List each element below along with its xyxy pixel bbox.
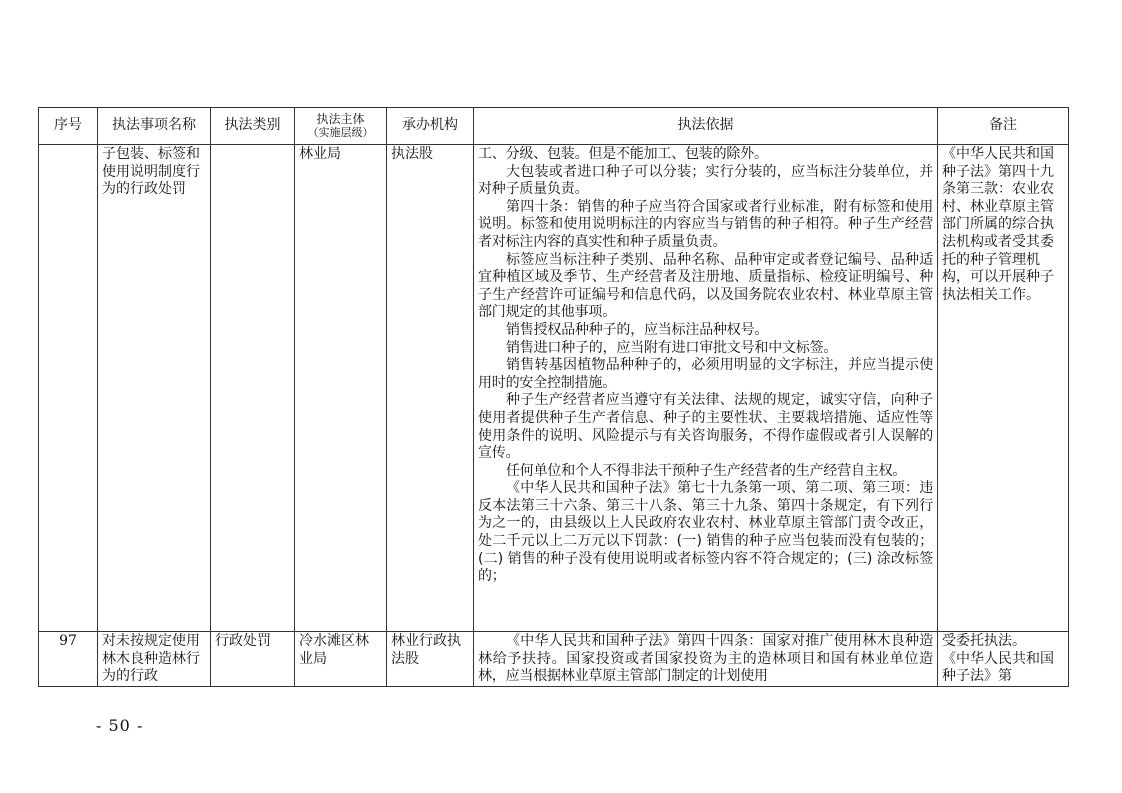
table-row [39, 145, 1069, 632]
header-row [39, 108, 1069, 145]
basis-paragraph: 销售进口种子的，应当附有进口审批文号和中文标签。 [506, 339, 838, 356]
header-agency: 承办机构 [387, 108, 474, 145]
basis-paragraph: 任何单位和个人不得非法干预种子生产经营者的生产经营自主权。 [506, 462, 907, 479]
basis-paragraph: 第四十条：销售的种子应当符合国家或者行业标准，附有标签和使用说明。标签和使用说明标注的内容应当与销售的种子相符。种子生产经营者对标注内容的真实性和种子质量负责。 [478, 198, 933, 250]
cell-basis [474, 145, 938, 632]
header-category: 执法类别 [211, 108, 295, 145]
cell-subject: 冷水滩区林业局 [295, 632, 387, 687]
header-subject-sub: （实施层级） [307, 126, 374, 139]
basis-paragraph: 《中华人民共和国种子法》第四十四条：国家对推广使用林木良种造林给予扶持。国家投资或者国家投资为主的造林项目和国有林业单位造林，应当根据林业草原主管部门制定的计划使用 [478, 633, 933, 685]
cell-remark-text: 受委托执法。 《中华人民共和国种子法》第 [942, 633, 1054, 685]
cell-item-name-text: 对未按规定使用林木良种造林行为的行政 [102, 633, 200, 685]
cell-remark [938, 632, 1069, 687]
basis-paragraph: 大包装或者进口种子可以分装；实行分装的，应当标注分装单位，并对种子质量负责。 [478, 163, 933, 198]
basis-paragraph: 工、分级、包装。但是不能加工、包装的除外。 [478, 146, 768, 162]
cell-agency: 林业行政执法股 [387, 632, 474, 687]
header-remark: 备注 [938, 108, 1069, 145]
cell-category [211, 145, 295, 632]
basis-paragraph: 销售授权品种种子的，应当标注品种权号。 [506, 321, 769, 338]
header-basis: 执法依据 [474, 108, 938, 145]
cell-item-name: 子包装、标签和使用说明制度行为的行政处罚 [98, 145, 211, 632]
cell-category: 行政处罚 [211, 632, 295, 687]
basis-paragraph: 种子生产经营者应当遵守有关法律、法规的规定，诚实守信，向种子使用者提供种子生产者信息、种子的主要性状、主要栽培措施、适应性等使用条件的说明、风险提示与有关咨询服务，不得作虚假或者引人误解的宣传。 [478, 392, 933, 462]
cell-item-name [98, 632, 211, 687]
header-subject-main: 执法主体 [316, 112, 365, 126]
page-number: - 50 - [96, 716, 144, 735]
cell-seq: 97 [39, 632, 98, 687]
cell-agency: 执法股 [387, 145, 474, 632]
header-subject [295, 108, 387, 145]
header-item-name: 执法事项名称 [98, 108, 211, 145]
basis-paragraph: 标签应当标注种子类别、品种名称、品种审定或者登记编号、品种适宜种植区域及季节、生产经营者及注册地、质量指标、检疫证明编号、种子生产经营许可证编号和信息代码，以及国务院农业农村、林业草原主管部门规定的其他事项。 [478, 251, 933, 321]
cell-subject: 林业局 [295, 145, 387, 632]
cell-basis [474, 632, 938, 687]
cell-remark: 《中华人民共和国种子法》第四十九条第三款：农业农村、林业草原主管部门所属的综合执法机构或者受其委托的种子管理机构，可以开展种子执法相关工作。 [938, 145, 1069, 632]
header-seq: 序号 [39, 108, 98, 145]
enforcement-table [38, 107, 1069, 687]
basis-paragraph: 《中华人民共和国种子法》第七十九条第一项、第二项、第三项：违反本法第三十六条、第三十八条、第三十九条、第四十条规定，有下列行为之一的，由县级以上人民政府农业农村、林业草原主管部门责令改正，处二千元以上二万元以下罚款：(一) 销售的种子应当包装而没有包装的；(二) 销售的种子没有使用说明或者标签内容不符合规定的；(三) 涂改标签的； [478, 480, 933, 585]
table-row [39, 632, 1069, 687]
basis-paragraph: 销售转基因植物品种种子的，必须用明显的文字标注，并应当提示使用时的安全控制措施。 [478, 357, 933, 391]
cell-seq [39, 145, 98, 632]
